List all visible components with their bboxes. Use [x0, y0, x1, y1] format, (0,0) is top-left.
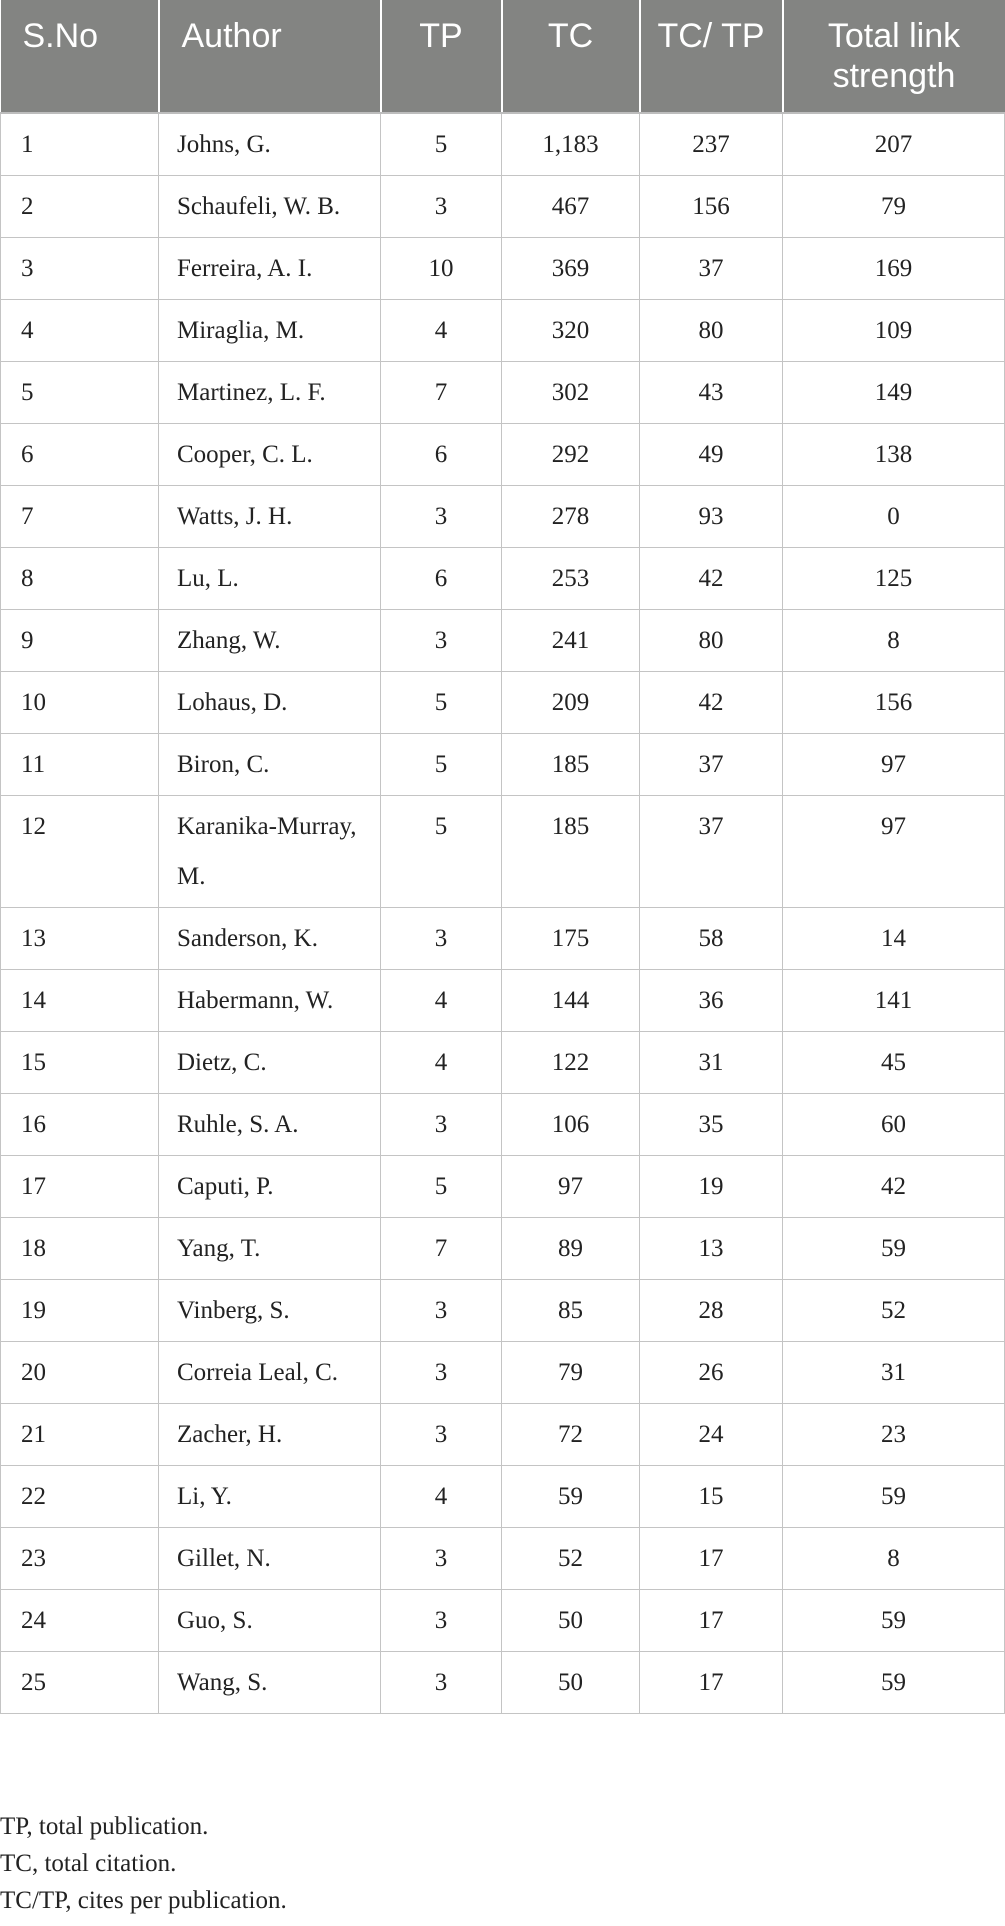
cell-tc: 85	[502, 1280, 640, 1342]
cell-total-link-strength: 8	[783, 610, 1005, 672]
cell-sno: 21	[1, 1404, 159, 1466]
table-row	[1, 1652, 1005, 1714]
cell-author: Gillet, N.	[159, 1528, 381, 1590]
cell-tc-per-tp: 24	[640, 1404, 783, 1466]
cell-total-link-strength: 59	[783, 1590, 1005, 1652]
cell-total-link-strength: 59	[783, 1652, 1005, 1714]
cell-tp: 3	[381, 1342, 502, 1404]
cell-author: Watts, J. H.	[159, 486, 381, 548]
cell-total-link-strength: 45	[783, 1032, 1005, 1094]
cell-sno: 7	[1, 486, 159, 548]
cell-total-link-strength: 14	[783, 908, 1005, 970]
cell-sno: 25	[1, 1652, 159, 1714]
cell-tc-per-tp: 17	[640, 1528, 783, 1590]
cell-author: Johns, G.	[159, 113, 381, 176]
table-row	[1, 176, 1005, 238]
table-row	[1, 610, 1005, 672]
cell-total-link-strength: 97	[783, 734, 1005, 796]
cell-tc: 292	[502, 424, 640, 486]
column-header-tp: TP	[381, 0, 502, 113]
cell-tc: 253	[502, 548, 640, 610]
cell-sno: 15	[1, 1032, 159, 1094]
table-row	[1, 238, 1005, 300]
cell-sno: 10	[1, 672, 159, 734]
cell-sno: 9	[1, 610, 159, 672]
table-row	[1, 1590, 1005, 1652]
table-body	[1, 113, 1005, 1714]
cell-tc-per-tp: 37	[640, 734, 783, 796]
cell-tc: 79	[502, 1342, 640, 1404]
cell-author: Schaufeli, W. B.	[159, 176, 381, 238]
cell-author: Miraglia, M.	[159, 300, 381, 362]
cell-author: Ferreira, A. I.	[159, 238, 381, 300]
cell-sno: 4	[1, 300, 159, 362]
cell-tc: 185	[502, 796, 640, 908]
cell-tc: 467	[502, 176, 640, 238]
cell-tp: 6	[381, 548, 502, 610]
cell-tc-per-tp: 42	[640, 548, 783, 610]
cell-total-link-strength: 138	[783, 424, 1005, 486]
cell-author: Martinez, L. F.	[159, 362, 381, 424]
cell-total-link-strength: 169	[783, 238, 1005, 300]
table-row	[1, 1094, 1005, 1156]
cell-tc-per-tp: 237	[640, 113, 783, 176]
cell-author: Cooper, C. L.	[159, 424, 381, 486]
cell-total-link-strength: 42	[783, 1156, 1005, 1218]
footnote-tc-tp: TC/TP, cites per publication.	[0, 1887, 287, 1914]
cell-sno: 14	[1, 970, 159, 1032]
cell-tp: 3	[381, 176, 502, 238]
cell-tc-per-tp: 17	[640, 1590, 783, 1652]
cell-tp: 5	[381, 1156, 502, 1218]
cell-tc-per-tp: 156	[640, 176, 783, 238]
cell-tp: 5	[381, 796, 502, 908]
column-header-sno: S.No	[1, 0, 159, 113]
cell-tc: 175	[502, 908, 640, 970]
cell-author: Ruhle, S. A.	[159, 1094, 381, 1156]
table-row	[1, 734, 1005, 796]
cell-tp: 3	[381, 1404, 502, 1466]
cell-author: Vinberg, S.	[159, 1280, 381, 1342]
table-row	[1, 113, 1005, 176]
cell-tc: 89	[502, 1218, 640, 1280]
cell-author: Caputi, P.	[159, 1156, 381, 1218]
cell-total-link-strength: 8	[783, 1528, 1005, 1590]
cell-total-link-strength: 23	[783, 1404, 1005, 1466]
cell-sno: 16	[1, 1094, 159, 1156]
cell-sno: 24	[1, 1590, 159, 1652]
cell-tc: 59	[502, 1466, 640, 1528]
cell-tc: 278	[502, 486, 640, 548]
cell-tp: 3	[381, 1528, 502, 1590]
cell-tp: 3	[381, 1280, 502, 1342]
cell-tp: 5	[381, 734, 502, 796]
cell-tp: 3	[381, 1652, 502, 1714]
cell-tc: 209	[502, 672, 640, 734]
table-row	[1, 1156, 1005, 1218]
cell-tc: 72	[502, 1404, 640, 1466]
cell-author: Lohaus, D.	[159, 672, 381, 734]
cell-total-link-strength: 59	[783, 1218, 1005, 1280]
cell-tc: 97	[502, 1156, 640, 1218]
column-header-total-link-strength: Total link strength	[783, 0, 1005, 113]
cell-author: Dietz, C.	[159, 1032, 381, 1094]
cell-tp: 4	[381, 1466, 502, 1528]
cell-tc: 106	[502, 1094, 640, 1156]
cell-tc: 144	[502, 970, 640, 1032]
cell-author: Yang, T.	[159, 1218, 381, 1280]
cell-tc: 1,183	[502, 113, 640, 176]
cell-tc-per-tp: 49	[640, 424, 783, 486]
cell-tc-per-tp: 19	[640, 1156, 783, 1218]
cell-sno: 6	[1, 424, 159, 486]
cell-author: Zacher, H.	[159, 1404, 381, 1466]
cell-tc-per-tp: 80	[640, 610, 783, 672]
cell-tp: 3	[381, 610, 502, 672]
table-row	[1, 1466, 1005, 1528]
cell-tp: 4	[381, 1032, 502, 1094]
cell-tc-per-tp: 31	[640, 1032, 783, 1094]
cell-total-link-strength: 109	[783, 300, 1005, 362]
cell-tp: 4	[381, 970, 502, 1032]
cell-sno: 2	[1, 176, 159, 238]
cell-author: Karanika-Murray, M.	[159, 796, 381, 908]
cell-tc-per-tp: 42	[640, 672, 783, 734]
cell-sno: 19	[1, 1280, 159, 1342]
cell-tp: 7	[381, 1218, 502, 1280]
cell-total-link-strength: 60	[783, 1094, 1005, 1156]
cell-sno: 11	[1, 734, 159, 796]
cell-sno: 12	[1, 796, 159, 908]
cell-total-link-strength: 52	[783, 1280, 1005, 1342]
cell-author: Sanderson, K.	[159, 908, 381, 970]
cell-tp: 5	[381, 672, 502, 734]
cell-total-link-strength: 125	[783, 548, 1005, 610]
cell-tc-per-tp: 93	[640, 486, 783, 548]
cell-sno: 17	[1, 1156, 159, 1218]
cell-tc-per-tp: 28	[640, 1280, 783, 1342]
cell-tc-per-tp: 26	[640, 1342, 783, 1404]
cell-tc: 302	[502, 362, 640, 424]
table-row	[1, 970, 1005, 1032]
cell-tc-per-tp: 36	[640, 970, 783, 1032]
cell-tp: 3	[381, 486, 502, 548]
cell-tc: 50	[502, 1590, 640, 1652]
table-row	[1, 300, 1005, 362]
cell-total-link-strength: 207	[783, 113, 1005, 176]
table-row	[1, 796, 1005, 908]
cell-total-link-strength: 141	[783, 970, 1005, 1032]
cell-author: Lu, L.	[159, 548, 381, 610]
table-row	[1, 1032, 1005, 1094]
cell-tc-per-tp: 80	[640, 300, 783, 362]
table-row	[1, 1280, 1005, 1342]
cell-sno: 18	[1, 1218, 159, 1280]
cell-sno: 1	[1, 113, 159, 176]
column-header-tc: TC	[502, 0, 640, 113]
cell-total-link-strength: 149	[783, 362, 1005, 424]
table-row	[1, 1528, 1005, 1590]
cell-tc: 241	[502, 610, 640, 672]
cell-tp: 5	[381, 113, 502, 176]
cell-tc-per-tp: 37	[640, 796, 783, 908]
cell-tp: 3	[381, 1590, 502, 1652]
table-footnotes	[0, 1808, 287, 1919]
table-row	[1, 486, 1005, 548]
cell-tc-per-tp: 13	[640, 1218, 783, 1280]
cell-total-link-strength: 0	[783, 486, 1005, 548]
table-row	[1, 548, 1005, 610]
cell-tc-per-tp: 35	[640, 1094, 783, 1156]
cell-total-link-strength: 79	[783, 176, 1005, 238]
cell-tp: 3	[381, 908, 502, 970]
cell-tc-per-tp: 17	[640, 1652, 783, 1714]
cell-author: Zhang, W.	[159, 610, 381, 672]
table-row	[1, 1404, 1005, 1466]
cell-tc-per-tp: 37	[640, 238, 783, 300]
table-row	[1, 362, 1005, 424]
cell-total-link-strength: 156	[783, 672, 1005, 734]
cell-sno: 23	[1, 1528, 159, 1590]
cell-author: Biron, C.	[159, 734, 381, 796]
cell-sno: 5	[1, 362, 159, 424]
cell-tp: 3	[381, 1094, 502, 1156]
cell-sno: 3	[1, 238, 159, 300]
cell-author: Wang, S.	[159, 1652, 381, 1714]
cell-tc-per-tp: 43	[640, 362, 783, 424]
table-header	[1, 0, 1005, 113]
cell-tc: 122	[502, 1032, 640, 1094]
cell-author: Guo, S.	[159, 1590, 381, 1652]
cell-tc-per-tp: 15	[640, 1466, 783, 1528]
cell-total-link-strength: 97	[783, 796, 1005, 908]
cell-tc: 50	[502, 1652, 640, 1714]
cell-sno: 13	[1, 908, 159, 970]
cell-tp: 6	[381, 424, 502, 486]
table-row	[1, 908, 1005, 970]
cell-author: Correia Leal, C.	[159, 1342, 381, 1404]
footnote-tc: TC, total citation.	[0, 1850, 177, 1877]
cell-tc: 185	[502, 734, 640, 796]
cell-total-link-strength: 31	[783, 1342, 1005, 1404]
cell-sno: 8	[1, 548, 159, 610]
cell-total-link-strength: 59	[783, 1466, 1005, 1528]
table-row	[1, 672, 1005, 734]
table-row	[1, 1342, 1005, 1404]
cell-tc: 320	[502, 300, 640, 362]
cell-author: Li, Y.	[159, 1466, 381, 1528]
column-header-author: Author	[159, 0, 381, 113]
footnote-tp: TP, total publication.	[0, 1813, 209, 1840]
column-header-tc-per-tp: TC/ TP	[640, 0, 783, 113]
table-row	[1, 424, 1005, 486]
cell-sno: 20	[1, 1342, 159, 1404]
cell-tc-per-tp: 58	[640, 908, 783, 970]
header-row	[1, 0, 1005, 113]
cell-sno: 22	[1, 1466, 159, 1528]
cell-author: Habermann, W.	[159, 970, 381, 1032]
table-row	[1, 1218, 1005, 1280]
cell-tp: 10	[381, 238, 502, 300]
cell-tc: 369	[502, 238, 640, 300]
cell-tp: 4	[381, 300, 502, 362]
cell-tc: 52	[502, 1528, 640, 1590]
cell-tp: 7	[381, 362, 502, 424]
